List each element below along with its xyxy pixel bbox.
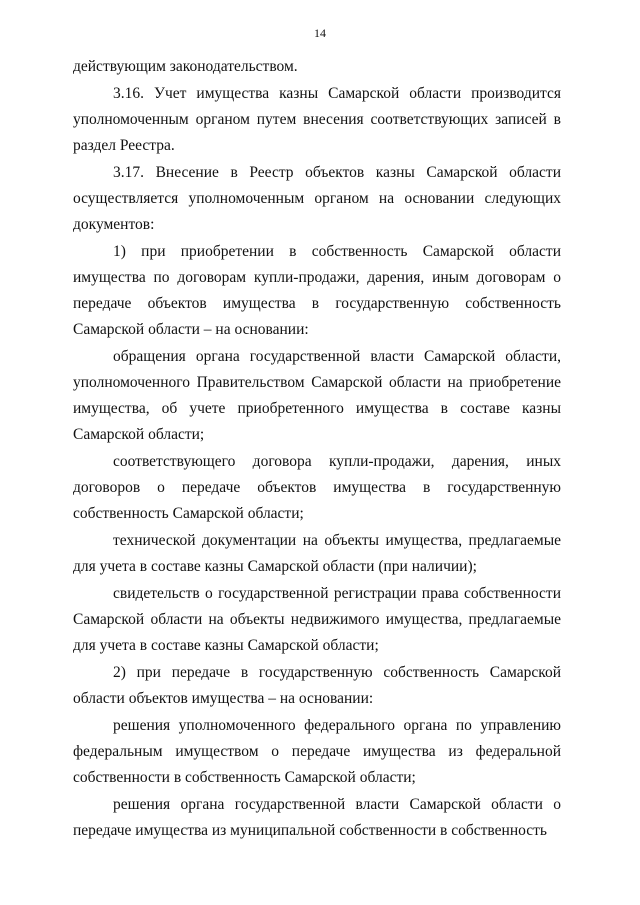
paragraph-regional-decision: решения органа государственной власти Самарской области о передаче имущества из муниципальной собственности в собственность bbox=[73, 796, 561, 839]
paragraph-technical-docs: технической документации на объекты имущества, предлагаемые для учета в составе казны Самарской области (при наличии); bbox=[73, 532, 561, 575]
page-number: 14 bbox=[314, 26, 326, 40]
paragraph-item-2: 2) при передаче в государственную собственность Самарской области объектов имущества – на основании: bbox=[73, 664, 561, 707]
document-body bbox=[73, 54, 561, 844]
paragraph-item-1: 1) при приобретении в собственность Самарской области имущества по договорам купли-продажи, дарения, иным договорам о передаче объектов имущества в государственную собственность Самарской области – на основании: bbox=[73, 243, 561, 338]
paragraph-continuation: действующим законодательством. bbox=[73, 58, 298, 75]
paragraph-appeal: обращения органа государственной власти Самарской области, уполномоченного Правительством Самарской области на приобретение имущества, об учете приобретенного имущества в составе казны Самарской области; bbox=[73, 348, 561, 443]
paragraph-certificates: свидетельств о государственной регистрации права собственности Самарской области на объекты недвижимого имущества, предлагаемые для учета в составе казны Самарской области; bbox=[73, 585, 561, 654]
paragraph-3-17: 3.17. Внесение в Реестр объектов казны Самарской области осуществляется уполномоченным органом на основании следующих документов: bbox=[73, 164, 561, 233]
paragraph-federal-decision: решения уполномоченного федерального органа по управлению федеральным имуществом о передаче имущества из федеральной собственности в собственность Самарской области; bbox=[73, 717, 561, 786]
paragraph-contract: соответствующего договора купли-продажи, дарения, иных договоров о передаче объектов имущества в государственную собственность Самарской области; bbox=[73, 453, 561, 522]
paragraph-3-16: 3.16. Учет имущества казны Самарской области производится уполномоченным органом путем внесения соответствующих записей в раздел Реестра. bbox=[73, 85, 561, 154]
